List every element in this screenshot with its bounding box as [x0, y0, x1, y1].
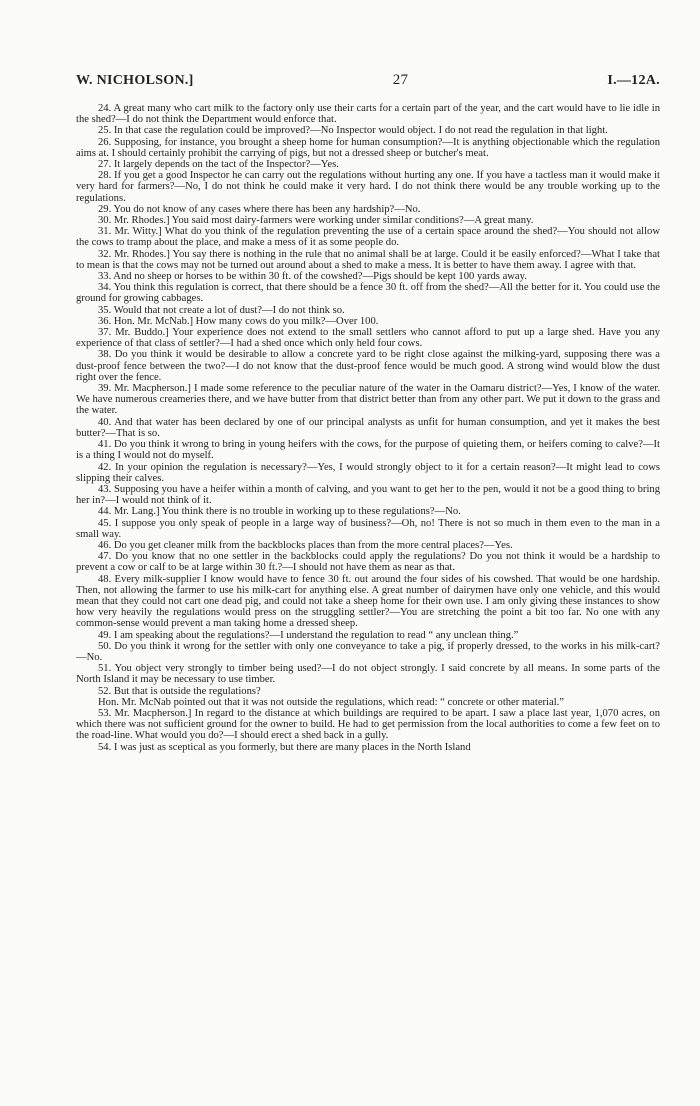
paragraph-47: 47. Do you know that no one settler in the backblocks could apply the regulations? Do you not think it would be a hardship to prevent a cow or calf to be at large within 30 ft.?—I should not have them as near as that.	[76, 551, 660, 574]
paragraph-30: 30. Mr. Rhodes.] You said most dairy-farmers were working under similar conditions?—A great many.	[98, 215, 534, 227]
paragraph-24: 24. A great many who cart milk to the factory only use their carts for a certain part of the year, and the cart would have to lie idle in the shed?—I do not think the Department would enforce that.	[76, 103, 660, 126]
running-header	[76, 72, 660, 89]
paragraph-31: 31. Mr. Witty.] What do you think of the regulation preventing the use of a certain space around the shed?—You should not allow the cows to tramp about the place, and make a mess of it as some people do.	[76, 226, 660, 249]
paragraph-39: 39. Mr. Macpherson.] I made some reference to the peculiar nature of the water in the Oamaru district?—Yes, I know of the water. We have numerous creameries there, and we have butter from that district better than from any other part. We put it down to the grass and the water.	[76, 383, 660, 417]
paragraph-29: 29. You do not know of any cases where there has been any hardship?—No.	[98, 203, 421, 215]
paragraph-mcnab-note: Hon. Mr. McNab pointed out that it was not outside the regulations, which read: “ concrete or other material.”	[98, 696, 564, 708]
paragraph-33: 33. And no sheep or horses to be within 30 ft. of the cowshed?—Pigs should be kept 100 yards away.	[98, 271, 527, 283]
header-witness-name: W. NICHOLSON.]	[76, 73, 194, 88]
paragraph-53: 53. Mr. Macpherson.] In regard to the distance at which buildings are required to be apart. I saw a place last year, 1,070 acres, on which there was not sufficient ground for the owner to build. He had to get permission from the local authorities to come a few feet on to the road-line. What would you do?—I should erect a shed back in a gully.	[76, 707, 660, 742]
paragraph-35: 35. Would that not create a lot of dust?—I do not think so.	[98, 304, 345, 316]
paragraph-27: 27. It largely depends on the tact of the Inspector?—Yes.	[98, 159, 339, 171]
paragraph-52: 52. But that is outside the regulations?	[98, 685, 261, 697]
paragraph-40: 40. And that water has been declared by one of our principal analysts as unfit for human consumption, and yet it makes the best butter?—That is so.	[76, 416, 660, 439]
paragraph-51: 51. You object very strongly to timber being used?—I do not object strongly. I said concrete by all means. In some parts of the North Island it may be necessary to use timber.	[76, 663, 660, 686]
paragraph-50: 50. Do you think it wrong for the settler with only one conveyance to take a pig, if properly dressed, to the works in his milk-cart?—No.	[76, 640, 660, 663]
paragraph-26: 26. Supposing, for instance, you brought a sheep home for human consumption?—It is anything objectionable which the regulation aims at. I should certainly prohibit the carrying of pigs, but not a dressed sheep or butcher's meat.	[76, 136, 660, 159]
paragraph-49: 49. I am speaking about the regulations?—I understand the regulation to read “ any unclean thing.”	[98, 629, 519, 641]
paragraph-45: 45. I suppose you only speak of people in a large way of business?—Oh, no! There is not so much in them even to the man in a small way.	[76, 517, 660, 540]
document-body	[76, 103, 660, 753]
paragraph-34: 34. You think this regulation is correct, that there should be a fence 30 ft. off from the shed?—All the better for it. You could use the ground for growing cabbages.	[76, 282, 660, 305]
paragraph-36: 36. Hon. Mr. McNab.] How many cows do you milk?—Over 100.	[98, 315, 379, 327]
header-paper-reference: I.—12A.	[607, 73, 660, 88]
paragraph-41: 41. Do you think it wrong to bring in young heifers with the cows, for the purpose of quieting them, or heifers coming to calve?—It is a thing I would not do myself.	[76, 439, 660, 462]
paragraph-43: 43. Supposing you have a heifer within a month of calving, and you want to get her to the pen, would it not be a good thing to bring her in?—I would not think of it.	[76, 483, 660, 507]
paragraph-54: 54. I was just as sceptical as you formerly, but there are many places in the North Island	[98, 741, 471, 753]
paragraph-38: 38. Do you think it would be desirable to allow a concrete yard to be right close against the milking-yard, supposing there was a dust-proof fence between the two?—I do not know that the dust-proof fence would be much good. A strong wind would blow the dust right over the fence.	[76, 349, 660, 383]
paragraph-48: 48. Every milk-supplier I know would have to fence 30 ft. out around the four sides of his cowshed. That would be one hardship. Then, not allowing the farmer to use his milk-cart for anything else. A great number of dairymen have only one vehicle, and this would mean that they could not cart one dead pig, and could not take a sheep home for their own use. I am only giving these instances to show how very heavily the regulations would press on the struggling settler?—You are stretching the point a bit too far. No one with any common-sense would prevent a man taking home a dressed sheep.	[76, 573, 660, 630]
paragraph-25: 25. In that case the regulation could be improved?—No Inspector would object. I do not read the regulation in that light.	[98, 125, 608, 137]
paragraph-42: 42. In your opinion the regulation is necessary?—Yes, I would strongly object to it for a certain reason?—It might lead to cows slipping their calves.	[76, 461, 660, 484]
paragraph-32: 32. Mr. Rhodes.] You say there is nothing in the rule that no animal shall be at large. Could it be easily enforced?—What I take that to mean is that the cows may not be turned out around about a shed to make a mess. It is better to have them away. I agree with that.	[76, 248, 660, 271]
paragraph-37: 37. Mr. Buddo.] Your experience does not extend to the small settlers who cannot afford to put up a large shed. Have you any experience of that class of settler?—I had a shed once which only held four cows.	[76, 327, 660, 350]
paragraph-28: 28. If you get a good Inspector he can carry out the regulations without hurting any one. If you have a tactless man it would make it very hard for farmers?—No, I do not think he could make it very hard. I do not think there would be any trouble working up to the regulations.	[76, 170, 660, 204]
paragraph-46: 46. Do you get cleaner milk from the backblocks places than from the more central places?—Yes.	[98, 539, 513, 551]
page-number: 27	[392, 72, 409, 88]
paragraph-44: 44. Mr. Lang.] You think there is no trouble in working up to these regulations?—No.	[98, 506, 461, 518]
